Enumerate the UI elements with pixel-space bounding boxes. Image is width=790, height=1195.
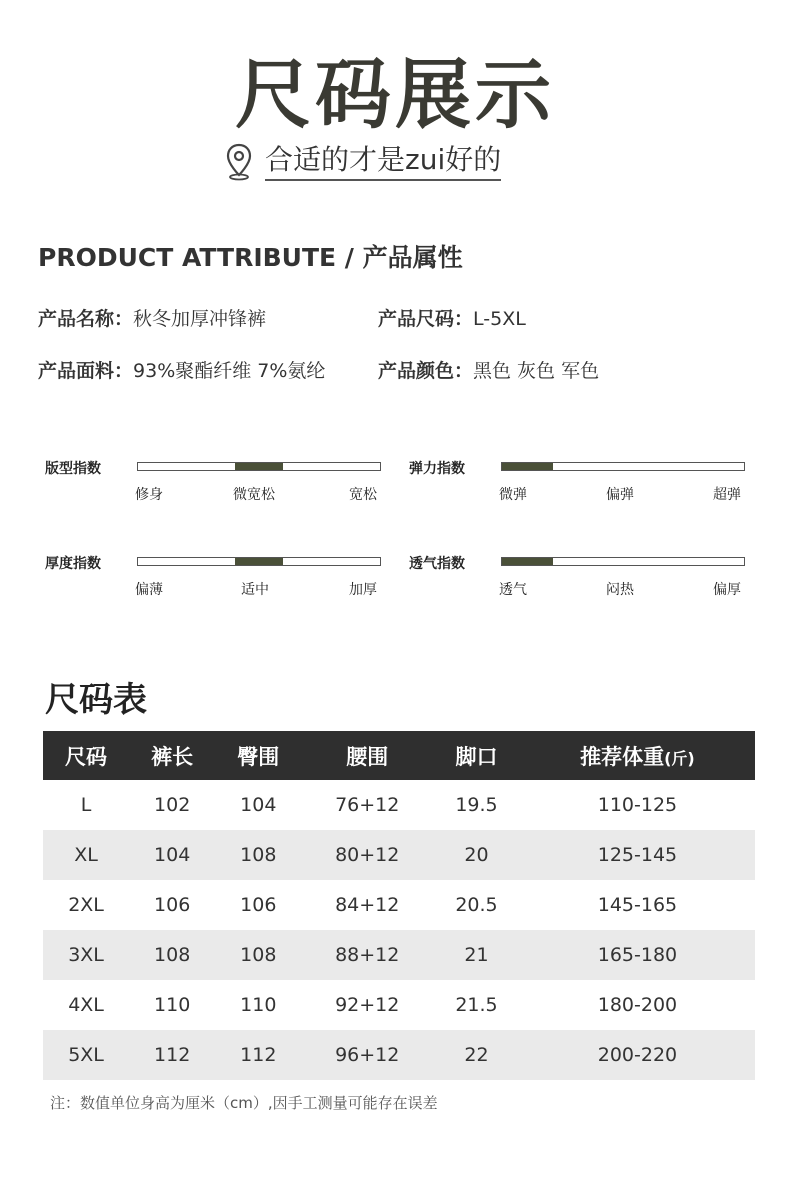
table-row bbox=[43, 830, 755, 880]
page-title: 尺码展示 bbox=[235, 50, 555, 139]
column-header: 裤长 bbox=[129, 731, 215, 780]
scale-label: 微宽松 bbox=[233, 487, 275, 503]
subtitle-text: 合适的才是zui好的 bbox=[265, 143, 501, 181]
table-cell: 145-165 bbox=[597, 894, 678, 916]
table-row bbox=[43, 930, 755, 980]
location-pin-icon bbox=[225, 143, 253, 181]
table-cell: 21.5 bbox=[455, 994, 498, 1016]
scale-label: 闷热 bbox=[606, 582, 634, 598]
table-cell: 108 bbox=[129, 930, 215, 980]
table-header-row bbox=[43, 731, 755, 780]
scale-label: 适中 bbox=[241, 582, 269, 598]
attr-value: 黑色 灰色 军色 bbox=[473, 360, 600, 382]
table-cell: 104 bbox=[129, 830, 215, 880]
scale-name: 透气指数 bbox=[409, 556, 465, 572]
scale-fill bbox=[235, 463, 283, 470]
attr-product-color bbox=[378, 356, 599, 383]
table-row bbox=[43, 980, 755, 1030]
table-cell: 88+12 bbox=[301, 930, 433, 980]
table-cell: 106 bbox=[154, 894, 191, 916]
scale-label: 偏厚 bbox=[713, 582, 741, 598]
table-cell: 4XL bbox=[68, 994, 104, 1016]
attr-product-fabric bbox=[38, 356, 325, 383]
table-row bbox=[43, 1030, 755, 1080]
column-header: 尺码 bbox=[43, 731, 129, 780]
column-header: 脚口 bbox=[433, 731, 520, 780]
column-header bbox=[520, 731, 755, 780]
subtitle-row bbox=[225, 140, 545, 184]
scale-bar bbox=[137, 557, 381, 566]
scale-fill bbox=[502, 558, 553, 565]
column-header-text: 推荐体重 bbox=[580, 744, 665, 769]
table-cell: 92+12 bbox=[335, 994, 400, 1016]
table-cell: 110 bbox=[154, 994, 191, 1016]
scale-label: 加厚 bbox=[349, 582, 377, 598]
scale-bar bbox=[501, 557, 745, 566]
attr-key: 产品名称： bbox=[38, 308, 134, 330]
table-cell: 80+12 bbox=[301, 830, 433, 880]
scale-name: 弹力指数 bbox=[409, 461, 465, 477]
scale-name: 版型指数 bbox=[45, 461, 101, 477]
scale-fill bbox=[235, 558, 283, 565]
scale-bar bbox=[137, 462, 381, 471]
table-cell: 112 bbox=[129, 1030, 215, 1080]
table-cell: 102 bbox=[154, 794, 191, 816]
table-cell: 3XL bbox=[43, 930, 129, 980]
scale-label: 超弹 bbox=[713, 487, 741, 503]
scale-bar bbox=[501, 462, 745, 471]
table-row bbox=[43, 780, 755, 830]
scale-label: 偏薄 bbox=[135, 582, 163, 598]
table-cell: 108 bbox=[215, 830, 301, 880]
table-cell: 200-220 bbox=[520, 1030, 755, 1080]
table-cell: 106 bbox=[240, 894, 277, 916]
size-chart-title: 尺码表 bbox=[45, 680, 147, 720]
table-cell: 84+12 bbox=[335, 894, 400, 916]
table-cell: 165-180 bbox=[520, 930, 755, 980]
scale-label: 偏弹 bbox=[606, 487, 634, 503]
table-cell: 20.5 bbox=[455, 894, 498, 916]
attr-key: 产品面料： bbox=[38, 360, 134, 382]
table-cell: XL bbox=[43, 830, 129, 880]
attr-key: 产品尺码： bbox=[378, 308, 474, 330]
size-table bbox=[43, 731, 755, 1080]
scale-label: 修身 bbox=[135, 487, 163, 503]
table-cell: 180-200 bbox=[597, 994, 678, 1016]
scale-label: 透气 bbox=[499, 582, 527, 598]
table-cell: 19.5 bbox=[455, 794, 498, 816]
table-cell: 110-125 bbox=[597, 794, 678, 816]
scale-label: 宽松 bbox=[349, 487, 377, 503]
table-cell: 112 bbox=[215, 1030, 301, 1080]
table-cell: 125-145 bbox=[520, 830, 755, 880]
measurement-note: 注：数值单位身高为厘米（cm）,因手工测量可能存在误差 bbox=[50, 1094, 438, 1112]
table-cell: L bbox=[80, 794, 92, 816]
table-cell: 2XL bbox=[68, 894, 104, 916]
weight-unit: (斤) bbox=[664, 748, 695, 768]
table-cell: 104 bbox=[240, 794, 277, 816]
attr-key: 产品颜色： bbox=[378, 360, 474, 382]
table-cell: 21 bbox=[433, 930, 520, 980]
attr-product-name bbox=[38, 304, 266, 331]
column-header: 腰围 bbox=[301, 731, 433, 780]
table-cell: 5XL bbox=[43, 1030, 129, 1080]
scale-fill bbox=[502, 463, 553, 470]
column-header: 臀围 bbox=[215, 731, 301, 780]
table-cell: 22 bbox=[433, 1030, 520, 1080]
table-cell: 20 bbox=[433, 830, 520, 880]
attr-value: 秋冬加厚冲锋裤 bbox=[133, 308, 267, 330]
table-cell: 76+12 bbox=[335, 794, 400, 816]
attribute-heading: PRODUCT ATTRIBUTE / 产品属性 bbox=[38, 243, 463, 272]
scale-label: 微弹 bbox=[499, 487, 527, 503]
scale-name: 厚度指数 bbox=[45, 556, 101, 572]
table-cell: 108 bbox=[215, 930, 301, 980]
attr-value: 93%聚酯纤维 7%氨纶 bbox=[133, 360, 326, 382]
table-cell: 110 bbox=[240, 994, 277, 1016]
table-row bbox=[43, 880, 755, 930]
attr-product-size bbox=[378, 304, 526, 331]
attr-value: L-5XL bbox=[473, 308, 526, 330]
table-cell: 96+12 bbox=[301, 1030, 433, 1080]
